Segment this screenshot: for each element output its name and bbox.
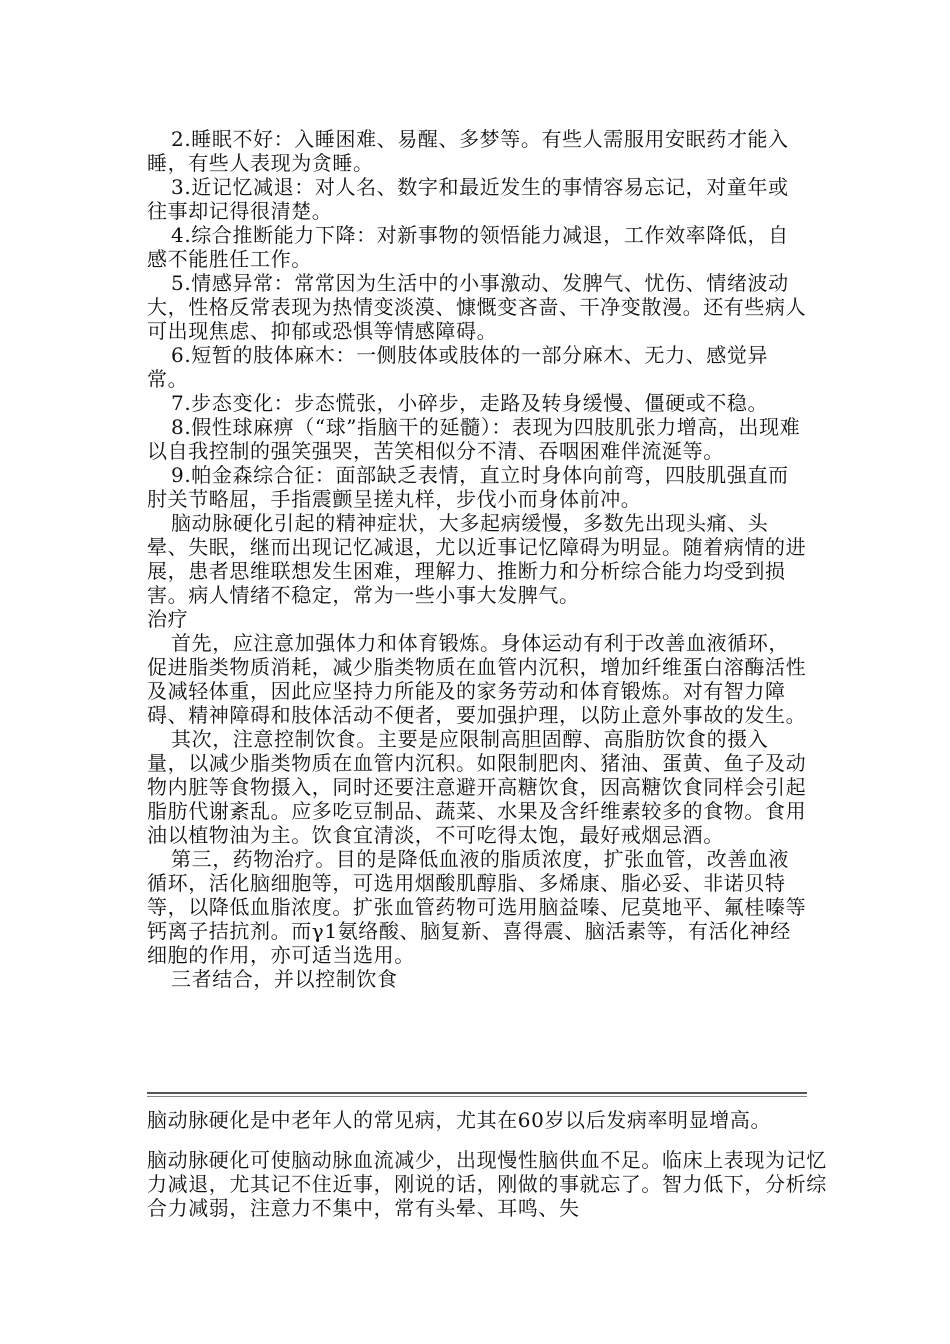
symptom-3: 3.近记忆减退：对人名、数字和最近发生的事情容易忘记，对童年或往事却记得很清楚。: [147, 175, 789, 223]
symptom-8: 8.假性球麻痹（“球”指脑干的延髓）：表现为四肢肌张力增高，出现难以自我控制的强笑强哭，苦笑相似分不清、吞咽困难伴流涎等。: [147, 415, 801, 463]
symptom-2: 2.睡眠不好：入睡困难、易醒、多梦等。有些人需服用安眠药才能入睡，有些人表现为贪睡。: [147, 127, 789, 175]
symptom-7: 7.步态变化：步态慌张，小碎步，走路及转身缓慢、僵硬或不稳。: [171, 391, 769, 415]
description-paragraph: 脑动脉硬化可使脑动脉血流减少，出现慢性脑供血不足。临床上表现为记忆力减退，尤其记不住近事，刚说的话，刚做的事就忘了。智力低下，分析综合力减弱，注意力不集中，常有头晕、耳鸣、失: [147, 1148, 827, 1220]
treatment-summary: 三者结合，并以控制饮食: [171, 967, 398, 991]
treatment-first: 首先，应注意加强体力和体育锻炼。身体运动有利于改善血液循环，促进脂类物质消耗，减少脂类物质在血管内沉积，增加纤维蛋白溶酶活性及减轻体重，因此应坚持力所能及的家务劳动和体育锻炼。对有智力障碍、精神障碍和肢体活动不便者，要加强护理，以防止意外事故的发生。: [147, 631, 807, 727]
symptom-5: 5.情感异常：常常因为生活中的小事激动、发脾气、忧伤、情绪波动大，性格反常表现为热情变淡漠、慷慨变吝啬、干净变散漫。还有些病人可出现焦虑、抑郁或恐惧等情感障碍。: [147, 271, 807, 343]
symptom-9: 9.帕金森综合征：面部缺乏表情，直立时身体向前弯，四肢肌强直而肘关节略屈，手指震颤呈搓丸样，步伐小而身体前冲。: [147, 463, 789, 511]
mental-symptoms-paragraph: 脑动脉硬化引起的精神症状，大多起病缓慢，多数先出现头痛、头晕、失眠，继而出现记忆减退，尤以近事记忆障碍为明显。随着病情的进展，患者思维联想发生困难，理解力、推断力和分析综合能力均受到损害。病人情绪不稳定，常为一些小事大发脾气。: [147, 511, 807, 607]
treatment-heading: 治疗: [147, 607, 189, 631]
symptom-4: 4.综合推断能力下降：对新事物的领悟能力减退，工作效率降低，自感不能胜任工作。: [147, 223, 789, 271]
treatment-third: 第三，药物治疗。目的是降低血液的脂质浓度，扩张血管，改善血液循环，活化脑细胞等，可选用烟酸肌醇脂、多烯康、脂必妥、非诺贝特等，以降低血脂浓度。扩张血管药物可选用脑益嗪、尼莫地平、氟桂嗪等钙离子拮抗剂。而γ1氨络酸、脑复新、喜得震、脑活素等，有活化神经细胞的作用，亦可适当选用。: [147, 847, 807, 967]
symptom-6: 6.短暂的肢体麻木：一侧肢体或肢体的一部分麻木、无力、感觉异常。: [147, 343, 769, 391]
treatment-second: 其次，注意控制饮食。主要是应限制高胆固醇、高脂肪饮食的摄入量，以减少脂类物质在血管内沉积。如限制肥肉、猪油、蛋黄、鱼子及动物内脏等食物摄入，同时还要注意避开高糖饮食，因高糖饮食同样会引起脂肪代谢紊乱。应多吃豆制品、蔬菜、水果及含纤维素较多的食物。食用油以植物油为主。饮食宜清淡，不可吃得太饱，最好戒烟忌酒。: [147, 727, 807, 847]
symptom-list: [147, 127, 807, 991]
section-divider: [147, 1092, 807, 1097]
intro-line: 脑动脉硬化是中老年人的常见病，尤其在60岁以后发病率明显增高。: [147, 1108, 772, 1132]
bottom-section: [147, 1108, 827, 1220]
